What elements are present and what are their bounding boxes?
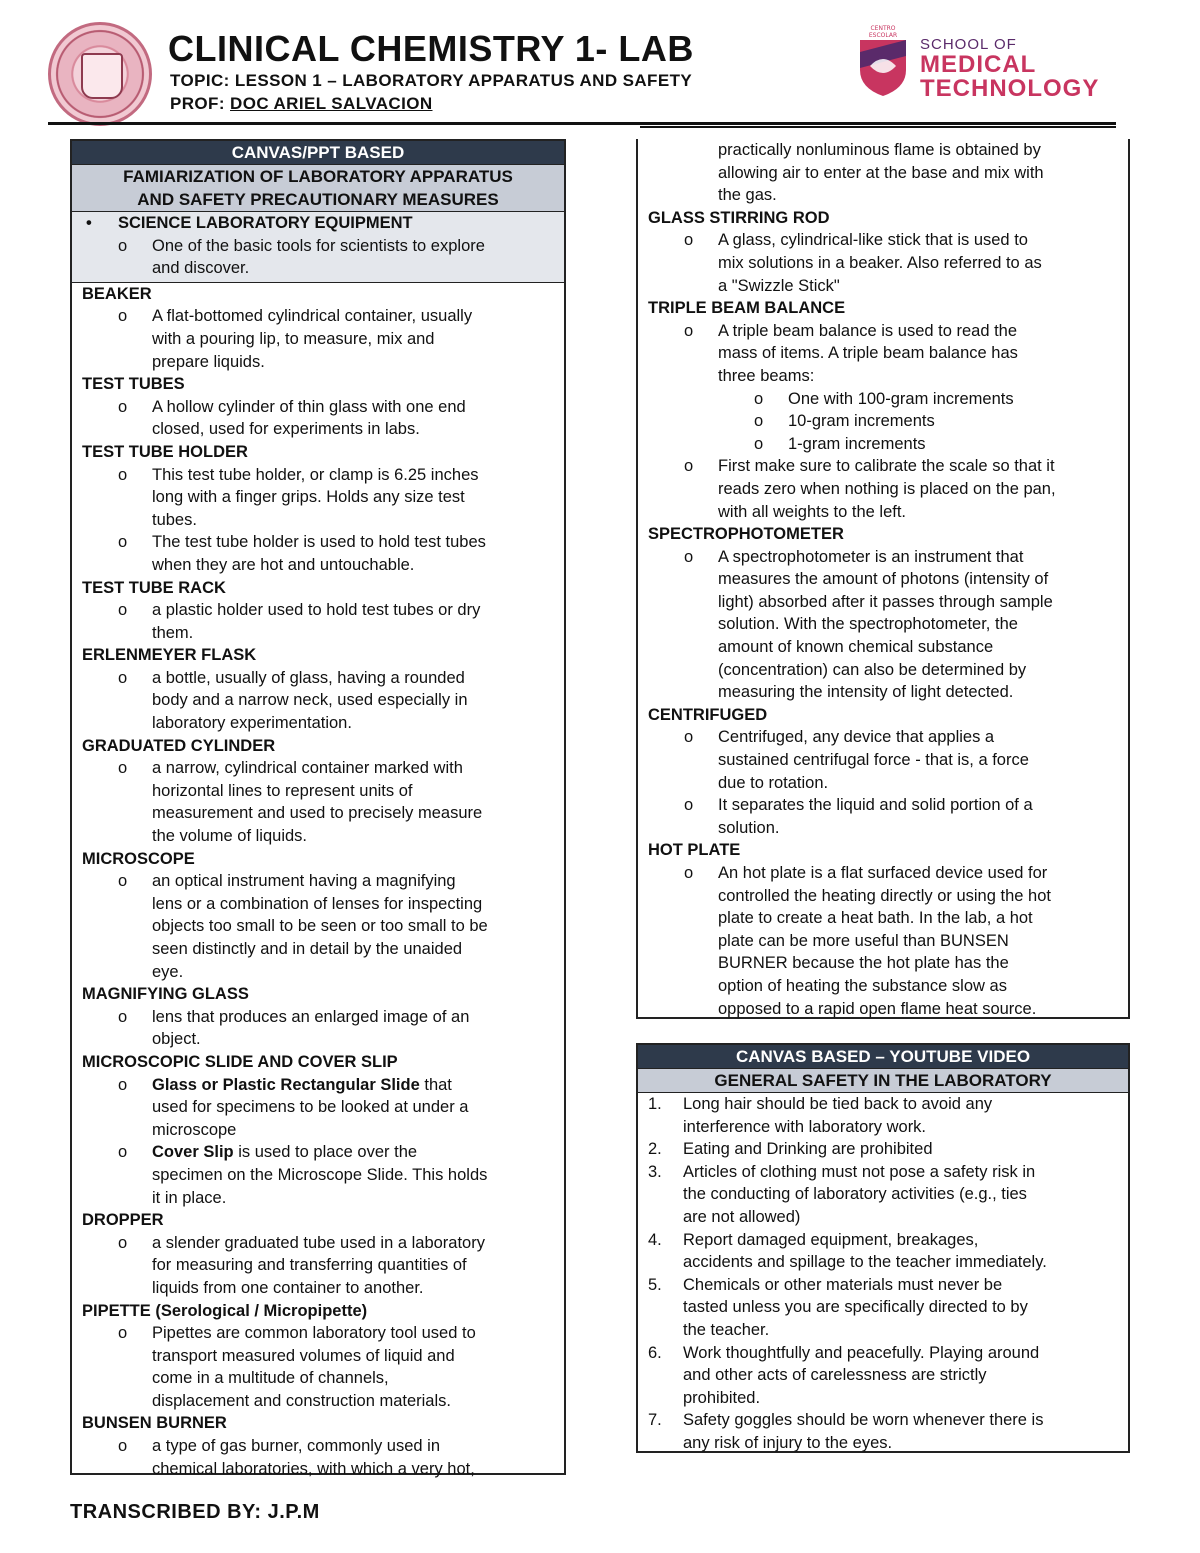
school-brand (920, 36, 1099, 101)
text-line: mix solutions in a beaker. Also referred to as (718, 253, 1042, 272)
list-item (72, 305, 564, 373)
safety-rule-item (638, 1409, 1128, 1454)
text-line: objects too small to be seen or too small to be (152, 917, 488, 936)
text-line: laboratory experimentation. (152, 714, 352, 733)
text-line: a plastic holder used to hold test tubes or dry (152, 601, 481, 620)
heading-hot-plate: HOT PLATE (648, 841, 741, 860)
circle-bullet-icon: o (118, 1437, 128, 1456)
bold-term: Glass or Plastic Rectangular Slide (152, 1075, 420, 1094)
text-line: measurement and used to precisely measure (152, 804, 483, 823)
safety-rule-item (638, 1138, 1128, 1161)
list-item (638, 726, 1128, 794)
safety-rule-item (638, 1093, 1128, 1138)
text-line: option of heating the substance slow as (718, 976, 1007, 995)
text-line: them. (152, 623, 194, 642)
text-line: First make sure to calibrate the scale so that it (718, 457, 1055, 476)
text-line: Articles of clothing must not pose a safety risk in (683, 1162, 1036, 1181)
text-line: plate can be more useful than BUNSEN (718, 931, 1009, 950)
heading-pipette: PIPETTE (Serological / Micropipette) (82, 1301, 368, 1320)
text-line: due to rotation. (718, 773, 829, 792)
list-item (638, 862, 1128, 1020)
circle-bullet-icon: o (118, 1324, 128, 1343)
brand-medical: MEDICAL (920, 51, 1037, 78)
subheader-line-1: FAMIARIZATION OF LABORATORY APPARATUS (123, 167, 513, 186)
safety-list (638, 1093, 1128, 1455)
list-item (638, 546, 1128, 704)
text-line: three beams: (718, 366, 815, 385)
bullet-icon: • (86, 214, 92, 232)
text-line: tubes. (152, 510, 197, 529)
text-line: lens that produces an enlarged image of an (152, 1007, 470, 1026)
list-item (72, 599, 564, 644)
apparatus-box-right (636, 139, 1130, 1019)
list-item (72, 1435, 564, 1480)
text-line: prepare liquids. (152, 352, 265, 371)
circle-bullet-icon: o (118, 533, 128, 552)
safety-rule-item (638, 1342, 1128, 1410)
heading-microscope: MICROSCOPE (82, 849, 195, 868)
circle-bullet-icon: o (118, 1075, 128, 1094)
text-line: an optical instrument having a magnifying (152, 872, 456, 891)
circle-bullet-icon: o (118, 601, 128, 620)
text-line: mass of items. A triple beam balance has (718, 344, 1018, 363)
text-line: for measuring and transferring quantities of (152, 1256, 467, 1275)
list-item-continued (638, 139, 1128, 207)
bold-term: Cover Slip (152, 1143, 234, 1162)
text-line: the volume of liquids. (152, 827, 308, 846)
text-line: and discover. (152, 259, 250, 278)
text-line: Pipettes are common laboratory tool used to (152, 1324, 476, 1343)
circle-bullet-icon: o (118, 1007, 128, 1026)
safety-rule-item (638, 1274, 1128, 1342)
text-span: is used to place over the (233, 1143, 418, 1162)
list-item (72, 396, 564, 441)
text-line: closed, used for experiments in labs. (152, 420, 420, 439)
seal-emblem (81, 53, 123, 99)
text-line: with all weights to the left. (718, 502, 907, 521)
text-line: a type of gas burner, commonly used in (152, 1437, 440, 1456)
text-line: seen distinctly and in detail by the unaided (152, 940, 463, 958)
text-line: sustained centrifugal force - that is, a force (718, 751, 1029, 770)
circle-bullet-icon: o (684, 321, 694, 340)
text-line: used for specimens to be looked at under a (152, 1098, 469, 1117)
list-item (72, 1074, 564, 1142)
professor-line (170, 94, 433, 114)
text-line: Long hair should be tied back to avoid any (683, 1095, 993, 1113)
text-line: horizontal lines to represent units of (152, 781, 413, 800)
circle-bullet-icon: o (118, 465, 128, 484)
sub-list-item (638, 433, 1128, 456)
text-line: 1-gram increments (788, 434, 926, 453)
circle-bullet-icon: o (118, 236, 128, 255)
header-divider (48, 122, 1116, 125)
text-line: Safety goggles should be worn whenever there is (683, 1411, 1044, 1430)
text-line: practically nonluminous flame is obtained by (718, 141, 1041, 159)
text-line: a bottle, usually of glass, having a rounded (152, 668, 465, 687)
subheader-line-2: AND SAFETY PRECAUTIONARY MEASURES (137, 190, 499, 209)
circle-bullet-icon: o (754, 434, 764, 453)
text-line: A hollow cylinder of thin glass with one end (152, 397, 466, 416)
circle-bullet-icon: o (684, 796, 694, 815)
text-line: microscope (152, 1120, 237, 1139)
rule-number: 3. (648, 1162, 662, 1181)
heading-bunsen-burner: BUNSEN BURNER (82, 1414, 227, 1433)
list-item (72, 1322, 564, 1412)
circle-bullet-icon: o (754, 412, 764, 431)
text-line: eye. (152, 962, 184, 981)
text-line: solution. With the spectrophotometer, the (718, 615, 1018, 634)
list-item (72, 1141, 564, 1209)
list-item (72, 757, 564, 847)
text-line: object. (152, 1030, 201, 1049)
text-line: transport measured volumes of liquid and (152, 1346, 455, 1365)
text-span: that (419, 1075, 452, 1094)
apparatus-box-left (70, 139, 566, 1478)
list-item (72, 1006, 564, 1051)
circle-bullet-icon: o (118, 1143, 128, 1162)
list-item (638, 455, 1128, 523)
text-line: amount of known chemical substance (718, 638, 994, 657)
sub-list-item (638, 388, 1128, 411)
text-line: It separates the liquid and solid portion of a (718, 796, 1033, 815)
text-line: prohibited. (683, 1388, 761, 1407)
text-line: the conducting of laboratory activities (e.g., ties (683, 1185, 1027, 1204)
list-item (638, 229, 1128, 297)
heading-test-tubes: TEST TUBES (82, 375, 185, 394)
text-line: accidents and spillage to the teacher immediately. (683, 1253, 1047, 1272)
page-title: CLINICAL CHEMISTRY 1- LAB (168, 28, 694, 69)
section-header-canvas-ppt: CANVAS/PPT BASED (72, 141, 564, 164)
text-line: a narrow, cylindrical container marked with (152, 759, 463, 778)
list-item (72, 1232, 564, 1300)
rule-number: 1. (648, 1095, 662, 1113)
text-line: it in place. (152, 1188, 227, 1207)
rule-number: 7. (648, 1411, 662, 1430)
text-line: long with a finger grips. Holds any size test (152, 488, 465, 507)
text-line: This test tube holder, or clamp is 6.25 inches (152, 465, 479, 484)
text-line: light) absorbed after it passes through sample (718, 592, 1053, 611)
header-divider-short (640, 126, 1116, 128)
text-line: A glass, cylindrical-like stick that is used to (718, 231, 1028, 250)
circle-bullet-icon: o (118, 759, 128, 778)
circle-bullet-icon: o (118, 1233, 128, 1252)
text-line: controlled the heating directly or using the hot (718, 886, 1051, 905)
text-line: plate to create a heat bath. In the lab, a hot (718, 909, 1033, 928)
heading-glass-stirring-rod: GLASS STIRRING ROD (648, 208, 830, 227)
prof-name: DOC ARIEL SALVACION (230, 94, 433, 113)
brand-technology: TECHNOLOGY (920, 75, 1100, 102)
circle-bullet-icon: o (684, 864, 694, 882)
heading-slide-cover-slip: MICROSCOPIC SLIDE AND COVER SLIP (82, 1052, 398, 1071)
science-title: SCIENCE LABORATORY EQUIPMENT (118, 214, 413, 232)
text-line: displacement and construction materials. (152, 1391, 451, 1410)
text-line: One of the basic tools for scientists to explore (152, 236, 485, 255)
transcribed-by: TRANSCRIBED BY: J.P.M (70, 1501, 320, 1523)
heading-centrifuged: CENTRIFUGED (648, 705, 768, 724)
circle-bullet-icon: o (118, 307, 128, 326)
text-line: BURNER because the hot plate has the (718, 954, 1009, 973)
text-line: Report damaged equipment, breakages, (683, 1230, 979, 1249)
text-line: A triple beam balance is used to read the (718, 321, 1018, 340)
bullet-item (72, 212, 564, 235)
text-line: measuring the intensity of light detected. (718, 683, 1014, 702)
list-item (72, 235, 564, 280)
safety-rule-item (638, 1161, 1128, 1229)
text-line: Chemicals or other materials must never be (683, 1275, 1003, 1294)
rule-number: 2. (648, 1140, 662, 1159)
rule-number: 6. (648, 1343, 662, 1362)
list-item (72, 464, 564, 532)
list-item (72, 870, 564, 983)
text-line: Centrifuged, any device that applies a (718, 728, 995, 747)
svg-text:CENTRO: CENTRO (870, 25, 896, 32)
text-line: 10-gram increments (788, 412, 935, 431)
text-line: the teacher. (683, 1320, 770, 1339)
rule-number: 4. (648, 1230, 662, 1249)
text-line: liquids from one container to another. (152, 1278, 424, 1297)
text-line: (concentration) can also be determined by (718, 660, 1027, 679)
topic-line: TOPIC: LESSON 1 – LABORATORY APPARATUS AND SAFETY (170, 71, 693, 90)
svg-text:ESCOLAR: ESCOLAR (868, 32, 898, 39)
circle-bullet-icon: o (684, 457, 694, 476)
text-line: One with 100-gram increments (788, 389, 1014, 408)
school-shield-logo (856, 22, 910, 98)
text-line: solution. (718, 818, 780, 837)
list-item (638, 794, 1128, 839)
list-item (638, 320, 1128, 388)
safety-rule-item (638, 1229, 1128, 1274)
text-line: a slender graduated tube used in a laboratory (152, 1233, 485, 1252)
text-line: and other acts of carelessness are strictly (683, 1366, 987, 1385)
text-line: are not allowed) (683, 1207, 801, 1226)
text-line: Eating and Drinking are prohibited (683, 1140, 933, 1159)
text-line (152, 1074, 556, 1097)
circle-bullet-icon: o (118, 397, 128, 416)
section-header-youtube: CANVAS BASED – YOUTUBE VIDEO (638, 1045, 1128, 1068)
heading-triple-beam-balance: TRIPLE BEAM BALANCE (648, 299, 846, 318)
text-line: A flat-bottomed cylindrical container, usually (152, 307, 473, 326)
text-line: tasted unless you are specifically directed to by (683, 1298, 1028, 1317)
text-line: come in a multitude of channels, (152, 1369, 389, 1388)
text-line: body and a narrow neck, used especially in (152, 691, 468, 710)
text-line: measures the amount of photons (intensity of (718, 570, 1049, 589)
circle-bullet-icon: o (118, 872, 128, 891)
section-subheader-familiarization (72, 164, 564, 212)
text-line: Work thoughtfully and peacefully. Playing around (683, 1343, 1040, 1362)
text-line: any risk of injury to the eyes. (683, 1433, 893, 1452)
heading-erlenmeyer: ERLENMEYER FLASK (82, 646, 257, 665)
text-line: interference with laboratory work. (683, 1117, 927, 1136)
rule-number: 5. (648, 1275, 662, 1294)
university-seal-logo (48, 22, 152, 126)
section-subheader-general-safety: GENERAL SAFETY IN THE LABORATORY (638, 1068, 1128, 1093)
circle-bullet-icon: o (684, 728, 694, 747)
science-equipment-block (72, 212, 564, 283)
text-line: specimen on the Microscope Slide. This holds (152, 1165, 488, 1184)
text-line: A spectrophotometer is an instrument that (718, 547, 1024, 566)
text-line: a "Swizzle Stick" (718, 276, 840, 295)
brand-school-of: SCHOOL OF (920, 36, 1017, 53)
text-line: the gas. (718, 186, 777, 205)
heading-dropper: DROPPER (82, 1211, 164, 1230)
circle-bullet-icon: o (754, 389, 764, 408)
circle-bullet-icon: o (118, 668, 128, 687)
text-line: The test tube holder is used to hold test tubes (152, 533, 486, 552)
text-line: reads zero when nothing is placed on the pan, (718, 479, 1056, 498)
heading-spectrophotometer: SPECTROPHOTOMETER (648, 525, 844, 544)
heading-test-tube-holder: TEST TUBE HOLDER (82, 442, 248, 461)
text-line (152, 1141, 556, 1164)
list-item (72, 667, 564, 735)
heading-graduated-cylinder: GRADUATED CYLINDER (82, 736, 276, 755)
circle-bullet-icon: o (684, 231, 694, 250)
text-line: An hot plate is a flat surfaced device used for (718, 864, 1048, 882)
text-line: chemical laboratories, with which a very hot, (152, 1459, 475, 1478)
text-line: with a pouring lip, to measure, mix and (152, 329, 435, 348)
heading-magnifying-glass: MAGNIFYING GLASS (82, 985, 249, 1004)
text-line: opposed to a rapid open flame heat source. (718, 999, 1037, 1018)
prof-label: PROF: (170, 94, 231, 113)
sub-list-item (638, 410, 1128, 433)
circle-bullet-icon: o (684, 547, 694, 566)
heading-test-tube-rack: TEST TUBE RACK (82, 578, 226, 597)
safety-box (636, 1043, 1130, 1453)
text-line: when they are hot and untouchable. (152, 555, 415, 574)
heading-beaker: BEAKER (82, 284, 152, 303)
text-line: allowing air to enter at the base and mix with (718, 163, 1044, 182)
text-line: lens or a combination of lenses for inspecting (152, 894, 483, 913)
list-item (72, 531, 564, 576)
